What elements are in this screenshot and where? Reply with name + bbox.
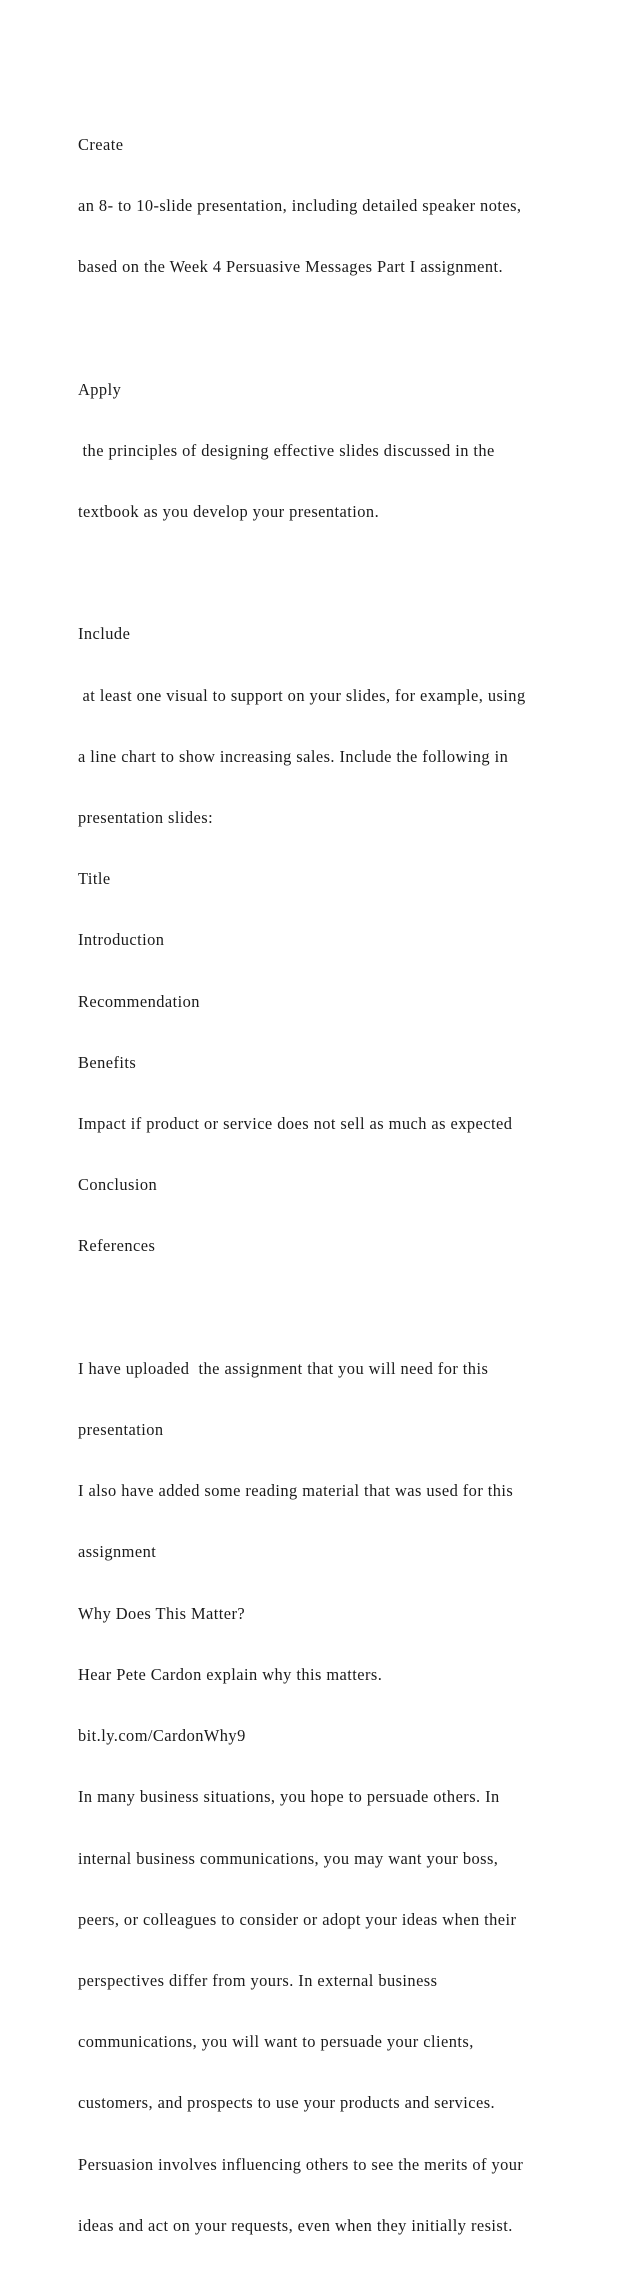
text-line: internal business communications, you may want your boss, bbox=[78, 1848, 499, 1868]
list-item: Impact if product or service does not sell as much as expected bbox=[78, 1114, 513, 1134]
text-line: In many business situations, you hope to persuade others. In bbox=[78, 1787, 500, 1807]
text-line: presentation slides: bbox=[78, 808, 214, 828]
text-line: a line chart to show increasing sales. Include the following in bbox=[78, 746, 509, 766]
text-line: an 8- to 10-slide presentation, including detailed speaker notes, bbox=[78, 196, 522, 216]
list-item: Title bbox=[78, 869, 111, 889]
text-line: communications, you will want to persuade your clients, bbox=[78, 2032, 474, 2052]
list-item: Recommendation bbox=[78, 991, 200, 1011]
text-line: based on the Week 4 Persuasive Messages Part I assignment. bbox=[78, 257, 504, 277]
text-line: Apply bbox=[78, 379, 122, 399]
text-line: ideas and act on your requests, even when they initially resist. bbox=[78, 2215, 513, 2235]
list-item: Benefits bbox=[78, 1052, 137, 1072]
text-line: Hear Pete Cardon explain why this matters. bbox=[78, 1664, 383, 1684]
blank-line bbox=[78, 318, 608, 338]
list-item: References bbox=[78, 1236, 156, 1256]
section-heading: Why Does This Matter? bbox=[78, 1603, 246, 1623]
text-line: assignment bbox=[78, 1542, 157, 1562]
text-line: Include bbox=[78, 624, 131, 644]
text-line: customers, and prospects to use your products and services. bbox=[78, 2093, 496, 2113]
text-line: perspectives differ from yours. In external business bbox=[78, 1970, 438, 1990]
text-line: textbook as you develop your presentation. bbox=[78, 502, 380, 522]
text-line: I have uploaded the assignment that you will need for this bbox=[78, 1358, 489, 1378]
document-body bbox=[78, 94, 608, 2277]
blank-line bbox=[78, 563, 608, 583]
text-line: Create bbox=[78, 134, 124, 154]
text-line: Persuasion involves influencing others to see the merits of your bbox=[78, 2154, 524, 2174]
list-item: Introduction bbox=[78, 930, 165, 950]
blank-line bbox=[78, 1298, 608, 1318]
text-line: peers, or colleagues to consider or adopt your ideas when their bbox=[78, 1909, 517, 1929]
link-text: bit.ly.com/CardonWhy9 bbox=[78, 1726, 246, 1746]
list-item: Conclusion bbox=[78, 1175, 158, 1195]
text-line: at least one visual to support on your slides, for example, using bbox=[78, 685, 526, 705]
text-line: I also have added some reading material that was used for this bbox=[78, 1481, 514, 1501]
text-line: the principles of designing effective slides discussed in the bbox=[78, 440, 495, 460]
text-line: presentation bbox=[78, 1420, 164, 1440]
